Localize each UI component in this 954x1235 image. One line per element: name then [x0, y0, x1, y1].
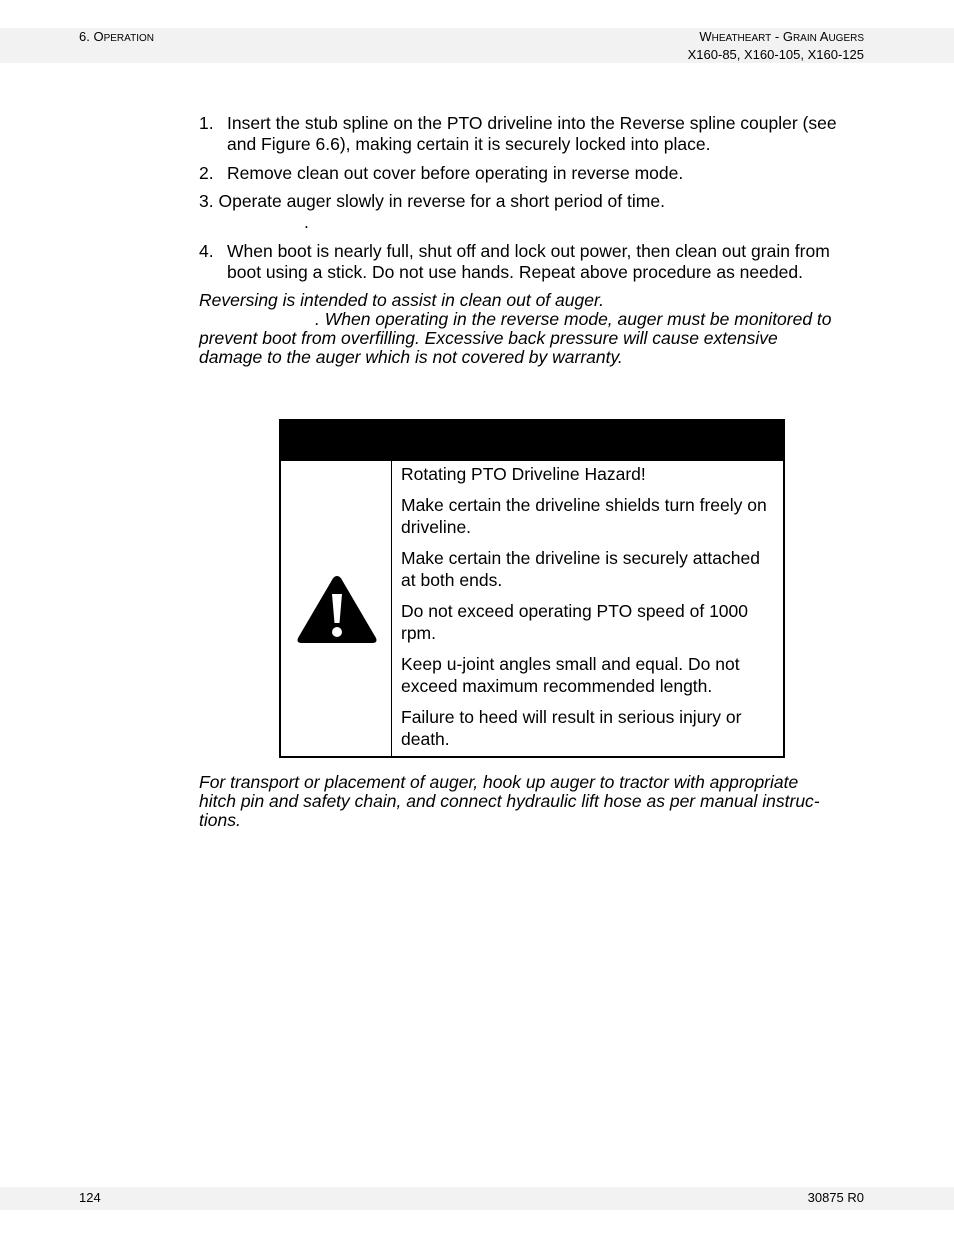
warning-item: Make certain the driveline is securely attached at both ends.: [401, 548, 760, 590]
product-line: [688, 29, 864, 47]
warning-item: Make certain the driveline shields turn freely on driveline.: [401, 495, 767, 537]
reversing-note-line-4: damage to the auger which is not covered by warranty.: [199, 347, 623, 367]
step-3-continuation: [304, 212, 954, 233]
product-cap-2: A: [819, 29, 829, 44]
step-text: Operate auger slowly in reverse for a short period of time.: [218, 191, 665, 211]
product-rest-1: RAIN: [792, 33, 817, 44]
product-rest-2: UGERS: [828, 33, 864, 44]
transport-note-line-3: tions.: [199, 810, 241, 830]
step-text: Insert the stub spline on the PTO driveline into the Reverse spline coupler (see and Figure 6.6), making certain it is securely locked into place.: [227, 113, 837, 154]
product-cap-1: G: [782, 29, 793, 44]
document-number: 30875 R0: [807, 1190, 864, 1205]
page-number: 124: [79, 1190, 101, 1205]
step-text: When boot is nearly full, shut off and lock out power, then clean out grain from boot using a stick. Do not use hands. Repeat above procedure as needed.: [227, 241, 830, 282]
section-title-rest: PERATION: [103, 33, 154, 44]
reversing-note-line-1: Reversing is intended to assist in clean out of auger.: [199, 290, 605, 310]
step-number: 2.: [199, 163, 214, 183]
reversing-note-line-2: . When operating in the reverse mode, auger must be monitored to: [315, 309, 832, 329]
step-text: Remove clean out cover before operating in reverse mode.: [227, 163, 684, 183]
warning-item: Do not exceed operating PTO speed of 1000 rpm.: [401, 601, 749, 643]
step-text: .: [304, 212, 309, 232]
title-separator: -: [771, 29, 783, 44]
document-title: [688, 29, 864, 63]
step-number: 3.: [199, 191, 214, 211]
brand-cap: W: [699, 29, 712, 44]
brand-rest: HEATHEART: [711, 33, 772, 44]
reversing-note-line-3: prevent boot from overfilling. Excessive back pressure will cause extensive: [199, 328, 778, 348]
warning-header-bar: [281, 421, 783, 461]
warning-icon-cell: [281, 461, 392, 756]
transport-note-line-2: hitch pin and safety chain, and connect hydraulic lift hose as per manual instruc-: [199, 791, 820, 811]
warning-item: Failure to heed will result in serious injury or death.: [401, 707, 742, 749]
warning-text: [401, 463, 777, 759]
page-header: [0, 28, 954, 63]
page-footer: [0, 1187, 954, 1210]
step-number: 1.: [199, 113, 214, 133]
model-list: X160-85, X160-105, X160-125: [687, 47, 864, 62]
warning-item: Keep u-joint angles small and equal. Do not exceed maximum recommended length.: [401, 654, 740, 696]
section-title-cap: O: [93, 29, 104, 44]
warning-box: [279, 419, 785, 758]
section-title: [79, 29, 154, 44]
warning-triangle-icon: [296, 573, 378, 645]
transport-note-line-1: For transport or placement of auger, hook up auger to tractor with appropriate: [199, 772, 799, 792]
section-number: 6.: [79, 29, 90, 44]
warning-item: Rotating PTO Driveline Hazard!: [401, 464, 646, 484]
step-number: 4.: [199, 241, 214, 261]
step-3: [199, 191, 869, 212]
